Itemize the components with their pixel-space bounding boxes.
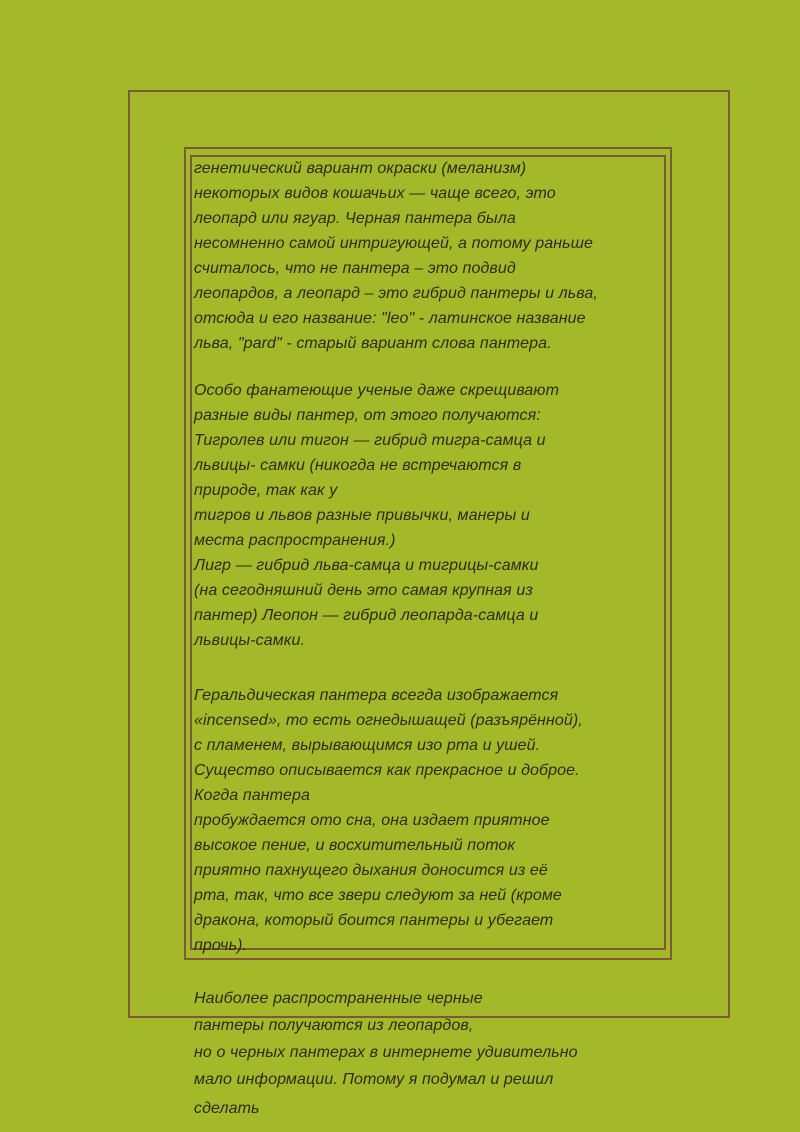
text-line: но о черных пантерах в интернете удивительно: [194, 1044, 578, 1061]
text-line: мало информации. Потому я подумал и решил: [194, 1071, 554, 1088]
text-line: леопардов, а леопард – это гибрид пантеры и льва,: [194, 285, 598, 302]
text-line: сделать: [194, 1100, 260, 1117]
text-line: разные виды пантер, от этого получаются:: [194, 407, 541, 424]
text-line: пантеры получаются из леопардов,: [194, 1017, 474, 1034]
text-line: «incensed», то есть огнедышащей (разъярённой),: [194, 712, 583, 729]
text-line: Тигролев или тигон — гибрид тигра-самца и: [194, 432, 546, 449]
text-line: дракона, который боится пантеры и убегает: [194, 912, 554, 929]
text-line: пробуждается ото сна, она издает приятное: [194, 812, 550, 829]
text-line: Лигр — гибрид льва-самца и тигрицы-самки: [194, 557, 539, 574]
text-line: места распространения.): [194, 532, 396, 549]
text-line: с пламенем, вырывающимся изо рта и ушей.: [194, 737, 541, 754]
text-line: считалось, что не пантера – это подвид: [194, 260, 516, 277]
text-line: генетический вариант окраски (меланизм): [194, 160, 527, 177]
text-line: Особо фанатеющие ученые даже скрещивают: [194, 382, 559, 399]
text-line: приятно пахнущего дыхания доносится из её: [194, 862, 548, 879]
text-line: тигров и львов разные привычки, манеры и: [194, 507, 530, 524]
text-line: Когда пантера: [194, 787, 311, 804]
text-line: прочь).: [194, 937, 248, 954]
text-line: Наиболее распространенные черные: [194, 990, 483, 1007]
text-line: природе, так как у: [194, 482, 338, 499]
text-line: львицы- самки (никогда не встречаются в: [194, 457, 522, 474]
text-line: несомненно самой интригующей, а потому раньше: [194, 235, 594, 252]
text-line: Геральдическая пантера всегда изображается: [194, 687, 559, 704]
paragraph-heraldic-panther: [194, 683, 664, 958]
text-line: леопард или ягуар. Черная пантера была: [194, 210, 516, 227]
text-line: львицы-самки.: [194, 632, 306, 649]
text-line: отсюда и его название: "leo" - латинское название: [194, 310, 586, 327]
text-line: некоторых видов кошачьих — чаще всего, это: [194, 185, 556, 202]
text-line: (на сегодняшний день это самая крупная из: [194, 582, 533, 599]
text-line: рта, так, что все звери следуют за ней (кроме: [194, 887, 562, 904]
text-line: льва, "pard" - старый вариант слова пантера.: [194, 335, 552, 352]
paragraph-melanism: [194, 156, 664, 356]
text-line: Существо описывается как прекрасное и доброе.: [194, 762, 580, 779]
text-line: пантер) Леопон — гибрид леопарда-самца и: [194, 607, 539, 624]
paragraph-hybrids: [194, 378, 664, 653]
paragraph-black-panthers: [194, 985, 664, 1122]
text-line: высокое пение, и восхитительный поток: [194, 837, 516, 854]
